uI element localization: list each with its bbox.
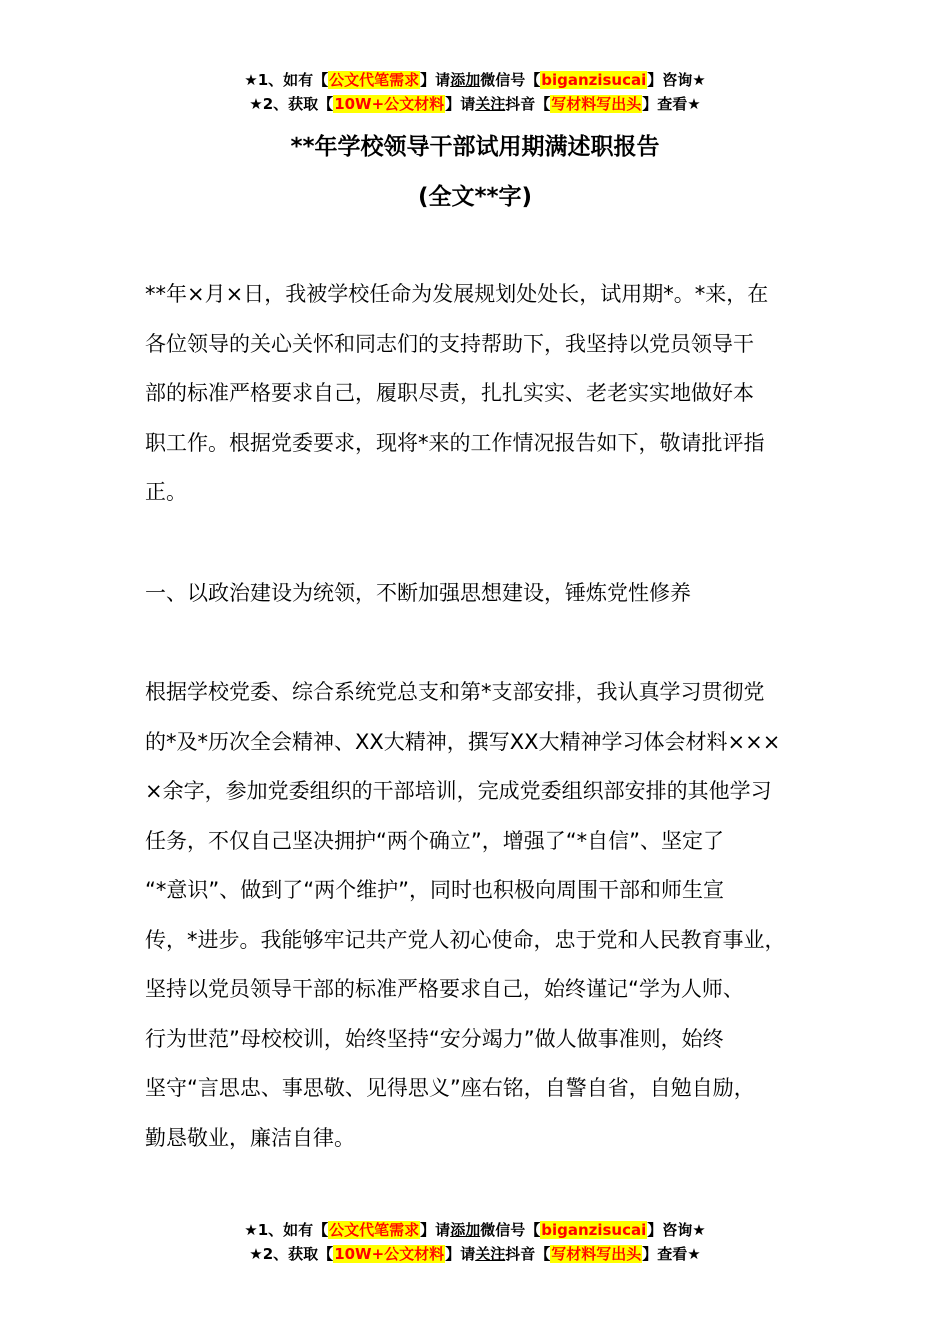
banner-underline: 添加	[450, 71, 481, 89]
banner-line-1	[0, 68, 950, 92]
section-line: 行为世范”母校校训，始终坚持“安分竭力”做人做事准则，始终	[145, 1026, 724, 1051]
banner-highlight: 写材料写出头	[551, 1245, 642, 1263]
banner-underline: 关注	[475, 95, 506, 113]
top-banner	[0, 68, 950, 116]
section-line: “*意识”、做到了“两个维护”，同时也积极向周围干部和师生宣	[145, 878, 725, 902]
banner-highlight: 公文代笔需求	[329, 71, 420, 89]
banner-text: 】请	[420, 71, 451, 89]
intro-line: **年×月×日，我被学校任命为发展规划处处长，试用期*。*来，在	[145, 282, 769, 306]
banner-highlight: biganzisucai	[541, 1221, 647, 1239]
banner-line-2	[0, 1242, 950, 1266]
section-paragraph	[145, 668, 835, 1163]
intro-line: 各位领导的关心关怀和同志们的支持帮助下，我坚持以党员领导干	[145, 331, 754, 356]
banner-text: 抖音【	[505, 1245, 551, 1263]
banner-text: 微信号【	[480, 1221, 541, 1239]
banner-highlight: biganzisucai	[541, 71, 647, 89]
banner-text: 】查看★	[642, 1245, 701, 1263]
section-line: 的*及*历次全会精神、XX大精神，撰写XX大精神学习体会材料×××	[145, 729, 781, 754]
intro-line: 部的标准严格要求自己，履职尽责，扎扎实实、老老实实地做好本	[145, 381, 754, 405]
banner-highlight: 写材料写出头	[551, 95, 642, 113]
banner-text: ★2、获取【	[249, 95, 334, 113]
section-heading: 一、以政治建设为统领，不断加强思想建设，锤炼党性修养	[145, 581, 691, 605]
section-line: 根据学校党委、综合系统党总支和第*支部安排，我认真学习贯彻党	[145, 680, 765, 704]
banner-text: 】请	[420, 1221, 451, 1239]
banner-highlight: 10W+公文材料	[334, 1245, 445, 1263]
intro-line: 正。	[145, 480, 187, 504]
banner-highlight: 公文代笔需求	[329, 1221, 420, 1239]
intro-paragraph	[145, 270, 835, 518]
banner-text: 】咨询★	[647, 71, 706, 89]
banner-text: 】请	[445, 95, 476, 113]
banner-text: 微信号【	[480, 71, 541, 89]
banner-line-1	[0, 1218, 950, 1242]
banner-text: 】请	[445, 1245, 476, 1263]
banner-highlight: 10W+公文材料	[334, 95, 445, 113]
banner-underline: 关注	[475, 1245, 506, 1263]
banner-text: ★2、获取【	[249, 1245, 334, 1263]
intro-line: 职工作。根据党委要求，现将*来的工作情况报告如下，敬请批评指	[145, 430, 765, 455]
section-line: 传，*进步。我能够牢记共产党人初心使命，忠于党和人民教育事业，	[145, 927, 786, 952]
section-line: 坚持以党员领导干部的标准严格要求自己，始终谨记“学为人师、	[145, 977, 744, 1001]
section-line: 勤恳敬业，廉洁自律。	[145, 1125, 355, 1150]
section-line: 坚守“言思忠、事思敬、见得思义”座右铭，自警自省，自勉自励，	[145, 1076, 755, 1100]
banner-text: 】咨询★	[647, 1221, 706, 1239]
document-subtitle: (全文**字)	[417, 184, 533, 210]
bottom-banner	[0, 1218, 950, 1266]
document-title: **年学校领导干部试用期满述职报告	[290, 134, 660, 160]
banner-text: ★1、如有【	[244, 71, 329, 89]
banner-line-2	[0, 92, 950, 116]
banner-text: ★1、如有【	[244, 1221, 329, 1239]
banner-underline: 添加	[450, 1221, 481, 1239]
banner-text: 】查看★	[642, 95, 701, 113]
section-line: 任务，不仅自己坚决拥护“两个确立”，增强了“*自信”、坚定了	[145, 828, 725, 853]
banner-text: 抖音【	[505, 95, 551, 113]
section-line: ×余字，参加党委组织的干部培训，完成党委组织部安排的其他学习	[145, 779, 772, 803]
